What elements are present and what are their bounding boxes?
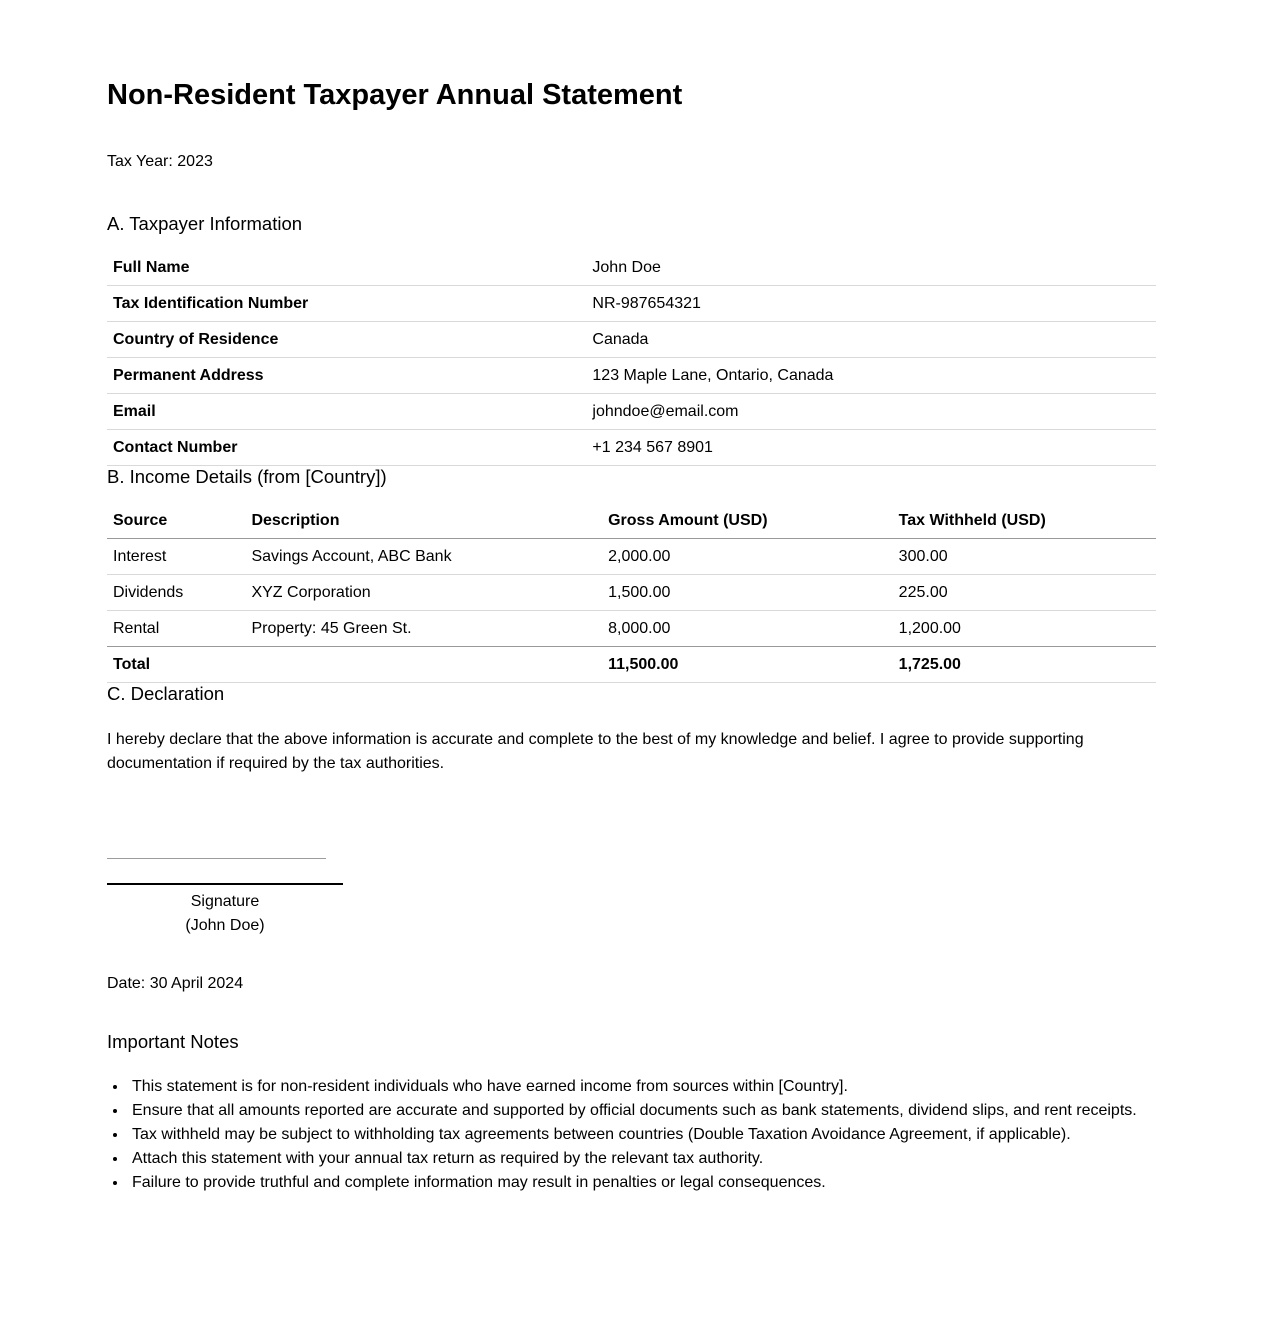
info-label: Email — [107, 394, 586, 430]
total-description — [245, 647, 602, 683]
info-label: Permanent Address — [107, 358, 586, 394]
table-row — [107, 430, 1156, 466]
info-value: John Doe — [586, 250, 1156, 286]
info-label: Contact Number — [107, 430, 586, 466]
info-label: Country of Residence — [107, 322, 586, 358]
list-item: • Failure to provide truthful and complete information may result in penalties or legal consequences. — [128, 1171, 1156, 1195]
income-source: Rental — [113, 620, 160, 637]
table-row — [107, 394, 1156, 430]
table-row — [107, 575, 1156, 611]
info-value: johndoe@email.com — [586, 394, 1156, 430]
income-details-table — [107, 503, 1156, 683]
income-gross: 2,000.00 — [602, 539, 893, 575]
section-c-heading: C. Declaration — [107, 683, 225, 704]
income-description: Property: 45 Green St. — [251, 620, 412, 637]
income-gross: 1,500.00 — [602, 575, 893, 611]
income-withheld: 1,200.00 — [898, 620, 961, 637]
column-header-description: Description — [245, 503, 602, 539]
info-label: Full Name — [107, 250, 586, 286]
total-label: Total — [107, 647, 245, 683]
table-row — [107, 286, 1156, 322]
signature-placeholder-line — [107, 858, 326, 859]
income-description: XYZ Corporation — [245, 575, 602, 611]
column-header-source: Source — [107, 503, 245, 539]
info-value: +1 234 567 8901 — [586, 430, 1156, 466]
income-description: Savings Account, ABC Bank — [245, 539, 602, 575]
date-line: Date: 30 April 2024 — [107, 975, 244, 992]
total-gross: 11,500.00 — [602, 647, 893, 683]
notes-heading: Important Notes — [107, 1031, 239, 1052]
list-item: • Attach this statement with your annual tax return as required by the relevant tax authority. — [128, 1147, 1156, 1171]
total-withheld: 1,725.00 — [893, 647, 1156, 683]
section-b-heading: B. Income Details (from [Country]) — [107, 466, 387, 487]
info-label: Tax Identification Number — [107, 286, 586, 322]
income-gross: 8,000.00 — [608, 620, 671, 637]
table-row — [107, 358, 1156, 394]
info-value: 123 Maple Lane, Ontario, Canada — [586, 358, 1156, 394]
section-a-heading: A. Taxpayer Information — [107, 213, 303, 234]
info-value: Canada — [586, 322, 1156, 358]
table-total-row — [107, 647, 1156, 683]
taxpayer-info-table — [107, 250, 1156, 466]
table-header-row — [107, 503, 1156, 539]
income-source: Interest — [107, 539, 245, 575]
income-source: Dividends — [107, 575, 245, 611]
table-row — [107, 611, 1156, 647]
page-title: Non-Resident Taxpayer Annual Statement — [107, 79, 683, 111]
declaration-text: I hereby declare that the above information is accurate and complete to the best of my knowledge and belief. I agree to provide supporting documentation if required by the tax authorities. — [107, 731, 1084, 772]
signature-caption: Signature — [190, 893, 260, 910]
table-row — [107, 250, 1156, 286]
income-withheld: 300.00 — [893, 539, 1156, 575]
list-item: • This statement is for non-resident individuals who have earned income from sources within [Country]. — [128, 1075, 1156, 1099]
column-header-gross: Gross Amount (USD) — [602, 503, 893, 539]
list-item: • Ensure that all amounts reported are accurate and supported by official documents such as bank statements, dividend slips, and rent receipts. — [128, 1099, 1156, 1123]
signature-name: (John Doe) — [185, 917, 265, 934]
tax-year-line: Tax Year: 2023 — [107, 153, 213, 170]
table-row — [107, 322, 1156, 358]
list-item: • Tax withheld may be subject to withholding tax agreements between countries (Double Taxation Avoidance Agreement, if applicable). — [128, 1123, 1156, 1147]
important-notes-list — [107, 1075, 1156, 1195]
info-value: NR-987654321 — [586, 286, 1156, 322]
column-header-withheld: Tax Withheld (USD) — [893, 503, 1156, 539]
income-withheld: 225.00 — [893, 575, 1156, 611]
table-row — [107, 539, 1156, 575]
signature-block — [107, 883, 343, 938]
